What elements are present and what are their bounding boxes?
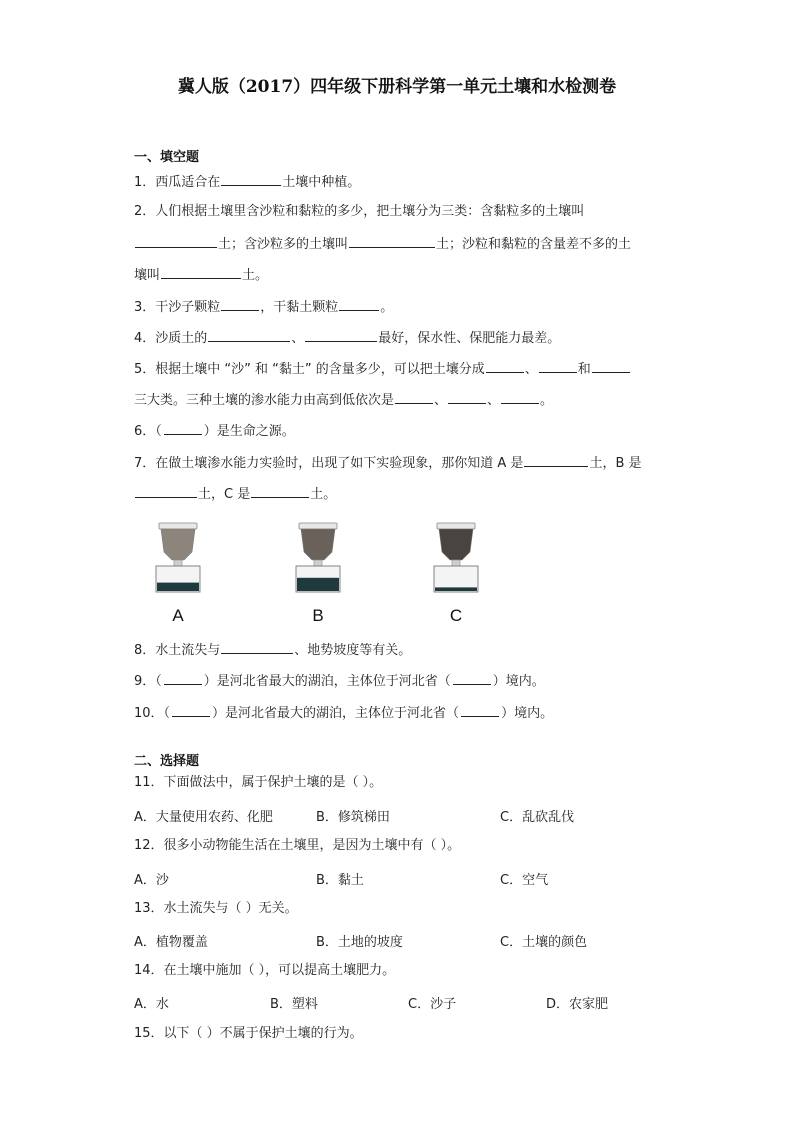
beaker-label-a: A [172, 606, 184, 625]
question-4: 4．沙质土的 、 最好，保水性、保肥能力最差。 [134, 328, 560, 348]
option-b[interactable]: B．黏土 [316, 873, 364, 888]
answer-blank[interactable] [164, 671, 202, 685]
question-7-line-2: 土，C 是 土。 [134, 484, 336, 504]
answer-blank[interactable] [461, 703, 499, 717]
answer-blank[interactable] [221, 297, 259, 311]
question-14: 14．在土壤中施加（ ），可以提高土壤肥力。 [134, 963, 396, 978]
question-9: 9．（ ）是河北省最大的湖泊，主体位于河北省（ ）境内。 [134, 671, 545, 691]
option-a[interactable]: A．水 [134, 997, 169, 1012]
option-c[interactable]: C．空气 [500, 873, 549, 888]
question-12: 12．很多小动物能生活在土壤里，是因为土壤中有（ ）。 [134, 838, 461, 853]
question-8: 8．水土流失与 、地势坡度等有关。 [134, 640, 411, 660]
beaker-label-b: B [312, 606, 324, 625]
option-c[interactable]: C．乱砍乱伐 [500, 810, 575, 825]
question-2: 2．人们根据土壤里含沙粒和黏粒的多少，把土壤分为三类：含黏粒多的土壤叫 [134, 204, 585, 219]
question-5: 5．根据土壤中 “沙” 和 “黏土” 的含量多少，可以把土壤分成 、 和 [134, 359, 631, 379]
answer-blank[interactable] [208, 328, 290, 342]
answer-blank[interactable] [221, 172, 281, 186]
answer-blank[interactable] [524, 453, 588, 467]
option-c[interactable]: C．土壤的颜色 [500, 935, 588, 950]
answer-blank[interactable] [135, 234, 217, 248]
answer-blank[interactable] [339, 297, 379, 311]
answer-blank[interactable] [501, 390, 539, 404]
beaker-label-c: C [449, 606, 463, 625]
answer-blank[interactable] [349, 234, 435, 248]
option-a[interactable]: A．沙 [134, 873, 169, 888]
answer-blank[interactable] [453, 671, 491, 685]
answer-blank[interactable] [592, 359, 630, 373]
question-7: 7．在做土壤渗水能力实验时，出现了如下实验现象，那你知道 A 是 土，B 是 [134, 453, 642, 473]
answer-blank[interactable] [172, 703, 210, 717]
option-b[interactable]: B．修筑梯田 [316, 810, 390, 825]
question-5-line-2: 三大类。三种土壤的渗水能力由高到低依次是 、 、 。 [134, 390, 553, 410]
question-11: 11．下面做法中，属于保护土壤的是（ ）。 [134, 775, 383, 790]
answer-blank[interactable] [539, 359, 577, 373]
question-2-line-3: 壤叫 土。 [134, 265, 268, 285]
answer-blank[interactable] [161, 265, 241, 279]
answer-blank[interactable] [486, 359, 524, 373]
question-15: 15．以下（ ）不属于保护土壤的行为。 [134, 1026, 363, 1041]
answer-blank[interactable] [221, 640, 293, 654]
answer-blank[interactable] [251, 484, 309, 498]
option-b[interactable]: B．土地的坡度 [316, 935, 403, 950]
question-1: 1．西瓜适合在 土壤中种植。 [134, 172, 360, 192]
option-a[interactable]: A．大量使用农药、化肥 [134, 810, 273, 825]
beaker-apparatus-c [428, 522, 484, 594]
option-d[interactable]: D．农家肥 [546, 997, 609, 1012]
page-title: 冀人版（2017）四年级下册科学第一单元土壤和水检测卷 [177, 77, 617, 97]
question-13: 13．水土流失与（ ）无关。 [134, 901, 298, 916]
question-6: 6．（ ）是生命之源。 [134, 421, 295, 441]
answer-blank[interactable] [164, 421, 202, 435]
section-multiple-choice-heading: 二、选择题 [134, 754, 200, 769]
option-b[interactable]: B．塑料 [270, 997, 318, 1012]
answer-blank[interactable] [448, 390, 486, 404]
answer-blank[interactable] [395, 390, 433, 404]
answer-blank[interactable] [135, 484, 197, 498]
option-a[interactable]: A．植物覆盖 [134, 935, 208, 950]
beaker-apparatus-b [290, 522, 346, 594]
answer-blank[interactable] [305, 328, 377, 342]
question-2-line-2: 土；含沙粒多的土壤叫 土；沙粒和黏粒的含量差不多的土 [134, 234, 631, 254]
question-3: 3．干沙子颗粒 ，干黏土颗粒 。 [134, 297, 393, 317]
beaker-apparatus-a [150, 522, 206, 594]
question-10: 10．（ ）是河北省最大的湖泊，主体位于河北省（ ）境内。 [134, 703, 553, 723]
option-c[interactable]: C．沙子 [408, 997, 457, 1012]
section-fill-blank-heading: 一、填空题 [134, 150, 200, 165]
